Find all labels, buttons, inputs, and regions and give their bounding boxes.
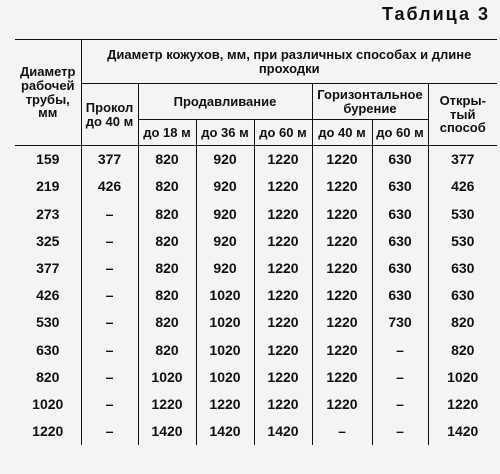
- table-cell: 1220: [254, 200, 312, 227]
- table-row: [15, 200, 497, 227]
- table-cell: 219: [36, 178, 60, 195]
- table-cell: 1020: [196, 282, 254, 309]
- table-cell: 1020: [196, 309, 254, 336]
- table-cell: 820: [428, 309, 497, 336]
- table-cell: 820: [138, 146, 196, 174]
- table-row: [15, 364, 497, 391]
- table-cell: 1220: [312, 391, 372, 418]
- casing-diameter-table: [15, 39, 497, 445]
- table-cell: –: [81, 255, 138, 282]
- table-cell: 820: [138, 255, 196, 282]
- table-body: [15, 146, 497, 446]
- table-cell: 325: [36, 232, 60, 249]
- table-cell: –: [81, 200, 138, 227]
- table-cell: 1220: [138, 391, 196, 418]
- table-cell: 1220: [312, 228, 372, 255]
- table-cell: 1220: [312, 173, 372, 200]
- table-cell: 1220: [254, 364, 312, 391]
- table-cell: –: [312, 418, 372, 445]
- table-cell: 920: [196, 255, 254, 282]
- table-cell: 1420: [254, 418, 312, 445]
- table-cell: 820: [138, 282, 196, 309]
- table-cell: 1220: [312, 255, 372, 282]
- table-cell: 1420: [138, 418, 196, 445]
- table-cell: –: [81, 282, 138, 309]
- table-cell: 820: [138, 173, 196, 200]
- header-otkryty: Откры-тый способ: [428, 84, 497, 146]
- table-cell: –: [81, 391, 138, 418]
- table-cell: 377: [81, 146, 138, 174]
- header-gorizont: Горизонтальное бурение: [312, 84, 428, 120]
- table-row: [15, 282, 497, 309]
- table-cell: 630: [372, 173, 428, 200]
- table-caption: Таблица 3: [381, 4, 490, 24]
- table-cell: 630: [372, 228, 428, 255]
- header-casing-group: Диаметр кожухов, мм, при различных способах и длине проходки: [81, 40, 497, 84]
- table-cell: 1220: [254, 146, 312, 174]
- table-cell: 377: [36, 260, 60, 276]
- table-cell: –: [372, 364, 428, 391]
- table-cell: 1220: [312, 336, 372, 363]
- table-cell: 1020: [196, 336, 254, 363]
- table-cell: 630: [36, 341, 60, 358]
- table-cell: 530: [428, 228, 497, 255]
- table-row: [15, 173, 497, 200]
- table-cell: 820: [138, 228, 196, 255]
- table-cell: 630: [372, 200, 428, 227]
- table-cell: –: [372, 418, 428, 445]
- table-cell: 920: [196, 200, 254, 227]
- table-cell: 1220: [254, 282, 312, 309]
- table-cell: –: [81, 418, 138, 445]
- table-cell: 1220: [312, 309, 372, 336]
- subheader: до 18 м: [138, 120, 196, 146]
- table-row: [15, 418, 497, 445]
- table-cell: 1220: [312, 146, 372, 174]
- table-cell: 426: [36, 287, 60, 304]
- table-row: [15, 228, 497, 255]
- table-cell: 1220: [312, 282, 372, 309]
- table-row: [15, 336, 497, 363]
- table-cell: 1420: [428, 418, 497, 445]
- table-cell: 820: [138, 200, 196, 227]
- table-cell: 377: [428, 146, 497, 174]
- table-cell: –: [81, 336, 138, 363]
- table-cell: 1220: [32, 423, 64, 440]
- table-row: [15, 391, 497, 418]
- table-row: [15, 146, 497, 174]
- table-cell: 820: [138, 309, 196, 336]
- table-cell: 1420: [196, 418, 254, 445]
- table-cell: –: [81, 228, 138, 255]
- table-cell: 1220: [254, 391, 312, 418]
- table-cell: 630: [428, 255, 497, 282]
- table-cell: 920: [196, 228, 254, 255]
- table-cell: 1220: [428, 391, 497, 418]
- table-cell: 1020: [428, 364, 497, 391]
- header-prokol: Прокол до 40 м: [81, 84, 138, 146]
- table-row: [15, 255, 497, 282]
- table-cell: 820: [138, 336, 196, 363]
- table-cell: –: [372, 336, 428, 363]
- table-cell: –: [372, 391, 428, 418]
- table-cell: 1220: [312, 364, 372, 391]
- table-cell: 920: [196, 173, 254, 200]
- table-cell: 630: [372, 146, 428, 174]
- subheader: до 40 м: [312, 120, 372, 146]
- table-row: [15, 309, 497, 336]
- header-prodavlivanie: Продавливание: [138, 84, 312, 120]
- table-cell: 1220: [196, 391, 254, 418]
- table-cell: 1220: [312, 200, 372, 227]
- table-cell: 1020: [138, 364, 196, 391]
- table-cell: 820: [36, 368, 60, 385]
- subheader: до 36 м: [196, 120, 254, 146]
- table-cell: 920: [196, 146, 254, 174]
- table-cell: 630: [428, 282, 497, 309]
- table-cell: 426: [81, 173, 138, 200]
- table-cell: –: [81, 364, 138, 391]
- table-cell: 1020: [196, 364, 254, 391]
- table-cell: 159: [36, 151, 60, 168]
- table-cell: 530: [428, 200, 497, 227]
- table-cell: 1220: [254, 336, 312, 363]
- table-cell: 1220: [254, 173, 312, 200]
- table-cell: 273: [36, 205, 60, 222]
- table-cell: 1220: [254, 309, 312, 336]
- table-cell: 630: [372, 255, 428, 282]
- subheader: до 60 м: [372, 120, 428, 146]
- table-cell: 630: [372, 282, 428, 309]
- table-cell: 1220: [254, 228, 312, 255]
- table-cell: 730: [372, 309, 428, 336]
- table-cell: –: [81, 309, 138, 336]
- table-cell: 426: [428, 173, 497, 200]
- table-cell: 1220: [254, 255, 312, 282]
- subheader: до 60 м: [254, 120, 312, 146]
- table-cell: 820: [428, 336, 497, 363]
- table-cell: 1020: [32, 395, 64, 412]
- header-pipe-diameter: Диаметр рабочей трубы, мм: [15, 40, 81, 146]
- table-cell: 530: [36, 314, 60, 331]
